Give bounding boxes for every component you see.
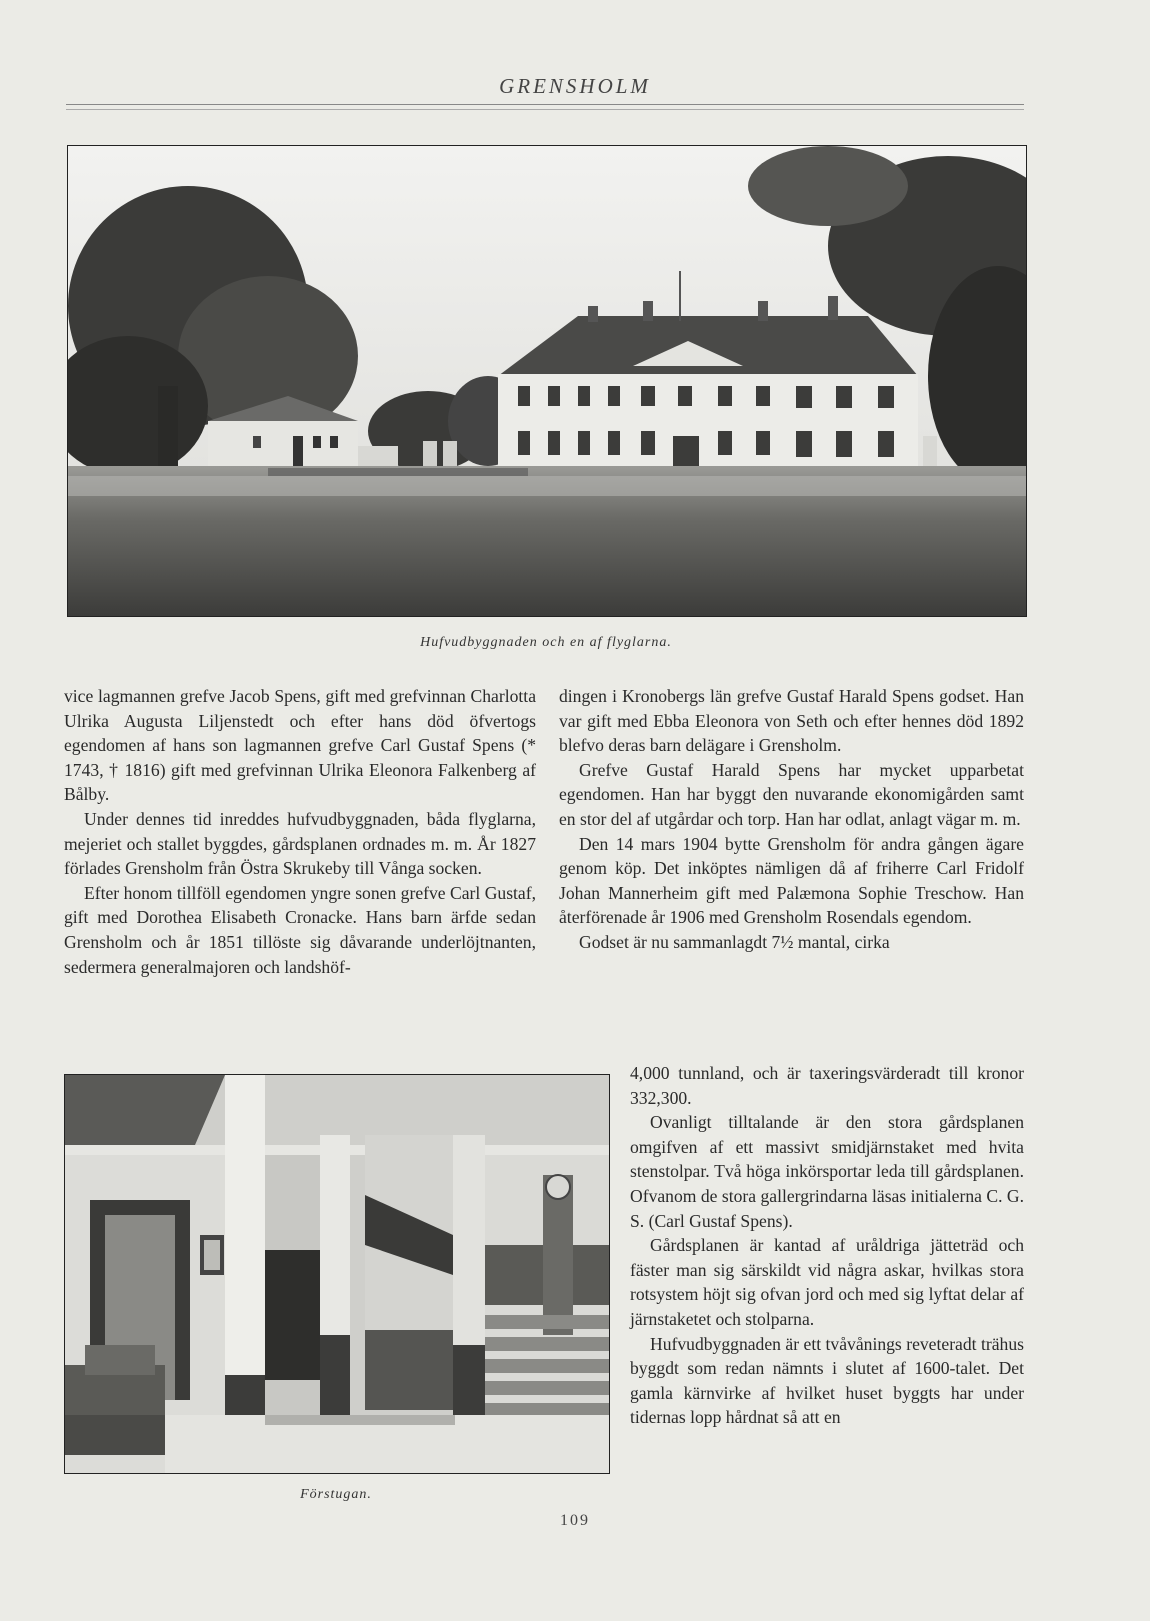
entrance-hall-photo xyxy=(64,1074,610,1474)
paragraph: vice lagmannen grefve Jacob Spens, gift med grefvinnan Charlotta Ulrika Augusta Liljenstedt och efter hans död öfvertogs egendomen af hans son lagmannen grefve Carl Gustaf Spens (* 1743, † 1816) gift med grefvinnan Ulrika Eleonora Falkenberg af Bålby. xyxy=(64,686,536,805)
page-number: 109 xyxy=(560,1512,590,1529)
text-column-left xyxy=(64,684,536,979)
paragraph: dingen i Kronobergs län grefve Gustaf Harald Spens godset. Han var gift med Ebba Eleonora von Seth och efter hennes död 1892 blefvo deras barn delägare i Grensholm. xyxy=(559,686,1024,756)
text-column-right-top xyxy=(559,684,1024,955)
paragraph: Godset är nu sammanlagdt 7½ mantal, cirka xyxy=(579,931,890,952)
text-column-right-bottom xyxy=(630,1061,1024,1430)
hall-photo-caption: Förstugan. xyxy=(300,1487,372,1502)
paragraph: Under dennes tid inreddes hufvudbyggnaden, båda flyglarna, mejeriet och stallet byggdes, gårdsplanen ordnades m. m. År 1827 förlades Grensholm från Östra Skrukeby till Vånga socken. xyxy=(64,808,536,879)
header-rule xyxy=(66,104,1024,105)
paragraph: 4,000 tunnland, och är taxeringsvärderadt till kronor 332,300. xyxy=(630,1063,1024,1108)
paragraph: Grefve Gustaf Harald Spens har mycket upparbetat egendomen. Han har byggt den nuvarande ekonomigården samt en stor del af utgårdar och torp. Han har odlat, anlagt vägar m. m. xyxy=(559,759,1024,829)
running-head: GRENSHOLM xyxy=(499,74,651,98)
main-photo-caption: Hufvudbyggnaden och en af flyglarna. xyxy=(420,635,672,650)
paragraph: Ovanligt tilltalande är den stora gårdsplanen omgifven af ett massivt smidjärnstaket med hvita stenstolpar. Två höga inkörsportar leda till gårdsplanen. Ofvanom de stora gallergrindarna läsas initialerna C. G. S. (Carl Gustaf Spens). xyxy=(630,1112,1024,1231)
header-rule-thin xyxy=(66,109,1024,110)
main-building-photo xyxy=(67,145,1027,617)
paragraph: Gårdsplanen är kantad af uråldriga jätteträd och fäster man sig särskildt vid några askar, hvilkas stora rotsystem höjt sig ofvan jord och med sig lyftat delar af järnstaketet och stolparna. xyxy=(630,1235,1024,1329)
paragraph: Hufvudbyggnaden är ett tvåvånings reveteradt trähus byggdt som redan nämnts i slutet af 1600-talet. Det gamla kärnvirke af hvilket huset byggts har under tidernas lopp hårdnat så att en xyxy=(630,1333,1024,1428)
paragraph: Den 14 mars 1904 bytte Grensholm för andra gången ägare genom köp. Det inköptes nämligen då af friherre Carl Fridolf Johan Mannerheim gift med Palæmona Sophie Treschow. Han återförenade år 1906 med Grensholm Rosendals egendom. xyxy=(559,833,1024,928)
paragraph: Efter honom tillföll egendomen yngre sonen grefve Carl Gustaf, gift med Dorothea Elisabeth Cronacke. Hans barn ärfde sedan Grensholm och år 1851 tillöste sig dåvarande underlöjtnanten, sedermera generalmajoren och landshöf- xyxy=(64,882,536,977)
